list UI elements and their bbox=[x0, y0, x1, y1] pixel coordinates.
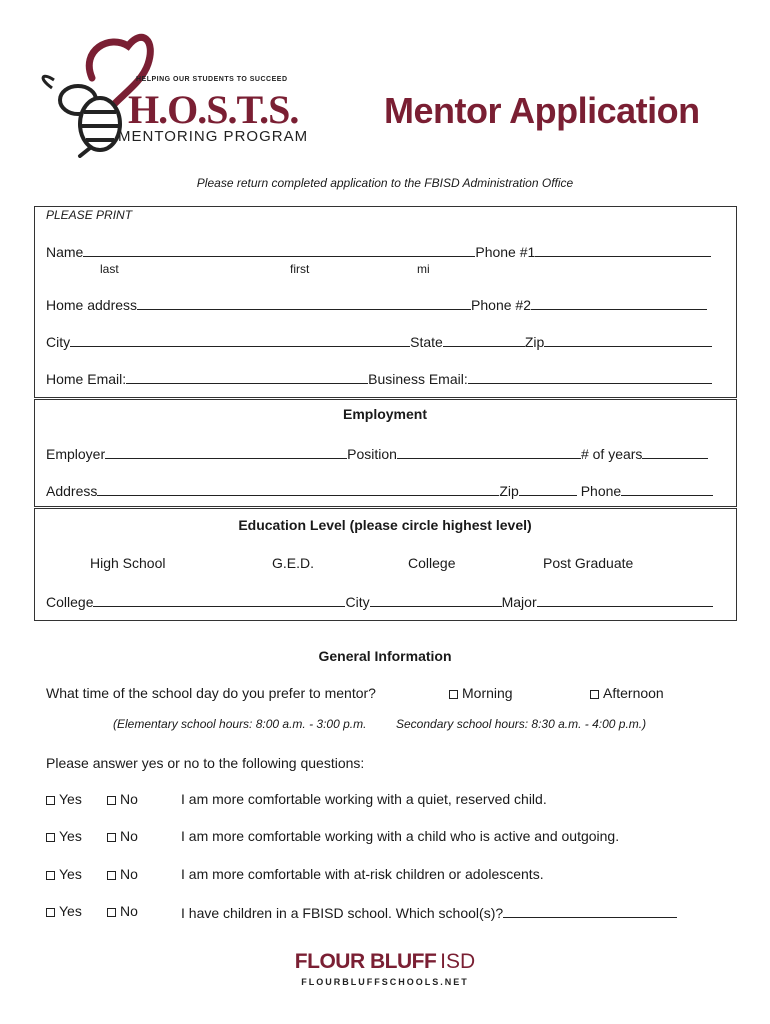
phone2-label: Phone #2 bbox=[471, 297, 531, 313]
question-row-3 bbox=[46, 866, 82, 882]
district-suffix: ISD bbox=[440, 950, 476, 973]
education-heading: Education Level (please circle highest level) bbox=[238, 517, 532, 533]
major-field[interactable] bbox=[537, 592, 713, 607]
logo-tagline: HELPING OUR STUDENTS TO SUCCEED bbox=[136, 76, 288, 83]
city-row bbox=[46, 332, 712, 350]
q4-yes-label: Yes bbox=[59, 903, 82, 919]
employer-phone-label: Phone bbox=[580, 483, 622, 499]
q1-no-checkbox[interactable] bbox=[107, 796, 116, 805]
time-question: What time of the school day do you prefer to mentor? bbox=[46, 685, 376, 701]
district-website: FLOURBLUFFSCHOOLS.NET bbox=[301, 977, 469, 987]
phone2-field[interactable] bbox=[531, 295, 707, 310]
state-field[interactable] bbox=[443, 332, 525, 347]
college-label: College bbox=[46, 594, 94, 610]
education-level-post-graduate[interactable]: Post Graduate bbox=[543, 555, 634, 571]
employer-label: Employer bbox=[46, 446, 106, 462]
q1-yes-checkbox[interactable] bbox=[46, 796, 55, 805]
phone1-label: Phone #1 bbox=[475, 244, 536, 260]
business-email-label: Business Email: bbox=[368, 371, 468, 387]
afternoon-option[interactable] bbox=[590, 685, 664, 701]
employer-field[interactable] bbox=[105, 444, 347, 459]
q3-no-option[interactable] bbox=[107, 866, 138, 882]
phone1-field[interactable] bbox=[535, 242, 711, 257]
yes-no-intro: Please answer yes or no to the following questions: bbox=[46, 755, 365, 771]
employer-address-row bbox=[46, 481, 713, 499]
education-level-ged[interactable]: G.E.D. bbox=[272, 555, 315, 571]
position-label: Position bbox=[347, 446, 397, 462]
city-label: City bbox=[46, 334, 71, 350]
afternoon-checkbox[interactable] bbox=[590, 690, 599, 699]
schools-field[interactable] bbox=[503, 903, 677, 918]
print-note: PLEASE PRINT bbox=[46, 208, 133, 222]
employer-address-field[interactable] bbox=[97, 481, 499, 496]
afternoon-label: Afternoon bbox=[603, 685, 664, 701]
zip-label: Zip bbox=[524, 334, 545, 350]
logo-program-subtitle: MENTORING PROGRAM bbox=[118, 128, 309, 145]
q2-no-checkbox[interactable] bbox=[107, 833, 116, 842]
morning-label: Morning bbox=[462, 685, 513, 701]
name-sub-last: last bbox=[100, 262, 119, 276]
secondary-hours: Secondary school hours: 8:30 a.m. - 4:00 p.m.) bbox=[396, 717, 647, 731]
elementary-hours: (Elementary school hours: 8:00 a.m. - 3:00 p.m. bbox=[113, 717, 367, 731]
morning-checkbox[interactable] bbox=[449, 690, 458, 699]
question-row-2 bbox=[46, 828, 82, 844]
home-address-row bbox=[46, 295, 707, 313]
question-1-text: I am more comfortable working with a quiet, reserved child. bbox=[181, 791, 547, 807]
zip-field[interactable] bbox=[544, 332, 712, 347]
logo-program-name: H.O.S.T.S. bbox=[128, 87, 299, 132]
q4-no-option[interactable] bbox=[107, 903, 138, 919]
home-email-field[interactable] bbox=[126, 369, 368, 384]
home-address-field[interactable] bbox=[137, 295, 471, 310]
morning-option[interactable] bbox=[449, 685, 513, 701]
years-label: # of years bbox=[580, 446, 643, 462]
question-3-text: I am more comfortable with at-risk children or adolescents. bbox=[181, 866, 544, 882]
q2-yes-label: Yes bbox=[59, 828, 82, 844]
page-title: Mentor Application bbox=[384, 90, 700, 131]
home-email-label: Home Email: bbox=[46, 371, 127, 387]
q4-no-checkbox[interactable] bbox=[107, 908, 116, 917]
city-field[interactable] bbox=[70, 332, 410, 347]
college-city-field[interactable] bbox=[370, 592, 502, 607]
instruction-text: Please return completed application to the FBISD Administration Office bbox=[196, 176, 574, 190]
q3-yes-label: Yes bbox=[59, 866, 82, 882]
name-sub-first: first bbox=[290, 262, 310, 276]
q2-yes-checkbox[interactable] bbox=[46, 833, 55, 842]
q3-yes-checkbox[interactable] bbox=[46, 871, 55, 880]
district-logo bbox=[0, 950, 770, 974]
q1-no-label: No bbox=[120, 791, 138, 807]
hosts-logo bbox=[30, 28, 330, 158]
q3-no-checkbox[interactable] bbox=[107, 871, 116, 880]
name-field[interactable] bbox=[83, 242, 475, 257]
q2-no-option[interactable] bbox=[107, 828, 138, 844]
q4-yes-checkbox[interactable] bbox=[46, 908, 55, 917]
question-row-1 bbox=[46, 791, 82, 807]
college-city-label: City bbox=[345, 594, 370, 610]
q1-yes-label: Yes bbox=[59, 791, 82, 807]
q1-no-option[interactable] bbox=[107, 791, 138, 807]
state-label: State bbox=[410, 334, 443, 350]
college-row bbox=[46, 592, 713, 610]
question-4-row bbox=[181, 903, 677, 921]
education-level-college[interactable]: College bbox=[408, 555, 456, 571]
employer-address-label: Address bbox=[46, 483, 98, 499]
q4-no-label: No bbox=[120, 903, 138, 919]
business-email-field[interactable] bbox=[468, 369, 712, 384]
question-2-text: I am more comfortable working with a child who is active and outgoing. bbox=[181, 828, 620, 844]
education-level-high-school[interactable]: High School bbox=[90, 555, 166, 571]
employer-phone-field[interactable] bbox=[621, 481, 713, 496]
name-row bbox=[46, 242, 711, 260]
name-label: Name bbox=[46, 244, 84, 260]
name-sub-mi: mi bbox=[417, 262, 430, 276]
employer-zip-label: Zip bbox=[499, 483, 519, 499]
q2-no-label: No bbox=[120, 828, 138, 844]
q3-no-label: No bbox=[120, 866, 138, 882]
college-field[interactable] bbox=[93, 592, 345, 607]
employer-row bbox=[46, 444, 708, 462]
email-row bbox=[46, 369, 712, 387]
major-label: Major bbox=[501, 594, 537, 610]
general-heading: General Information bbox=[318, 648, 452, 664]
employment-heading: Employment bbox=[342, 406, 427, 422]
position-field[interactable] bbox=[397, 444, 581, 459]
home-address-label: Home address bbox=[46, 297, 138, 313]
district-name: FLOUR BLUFF bbox=[294, 950, 437, 973]
question-row-4 bbox=[46, 903, 82, 919]
years-field[interactable] bbox=[642, 444, 708, 459]
question-4-text: I have children in a FBISD school. Which school(s)? bbox=[181, 905, 504, 921]
employer-zip-field[interactable] bbox=[519, 481, 577, 496]
